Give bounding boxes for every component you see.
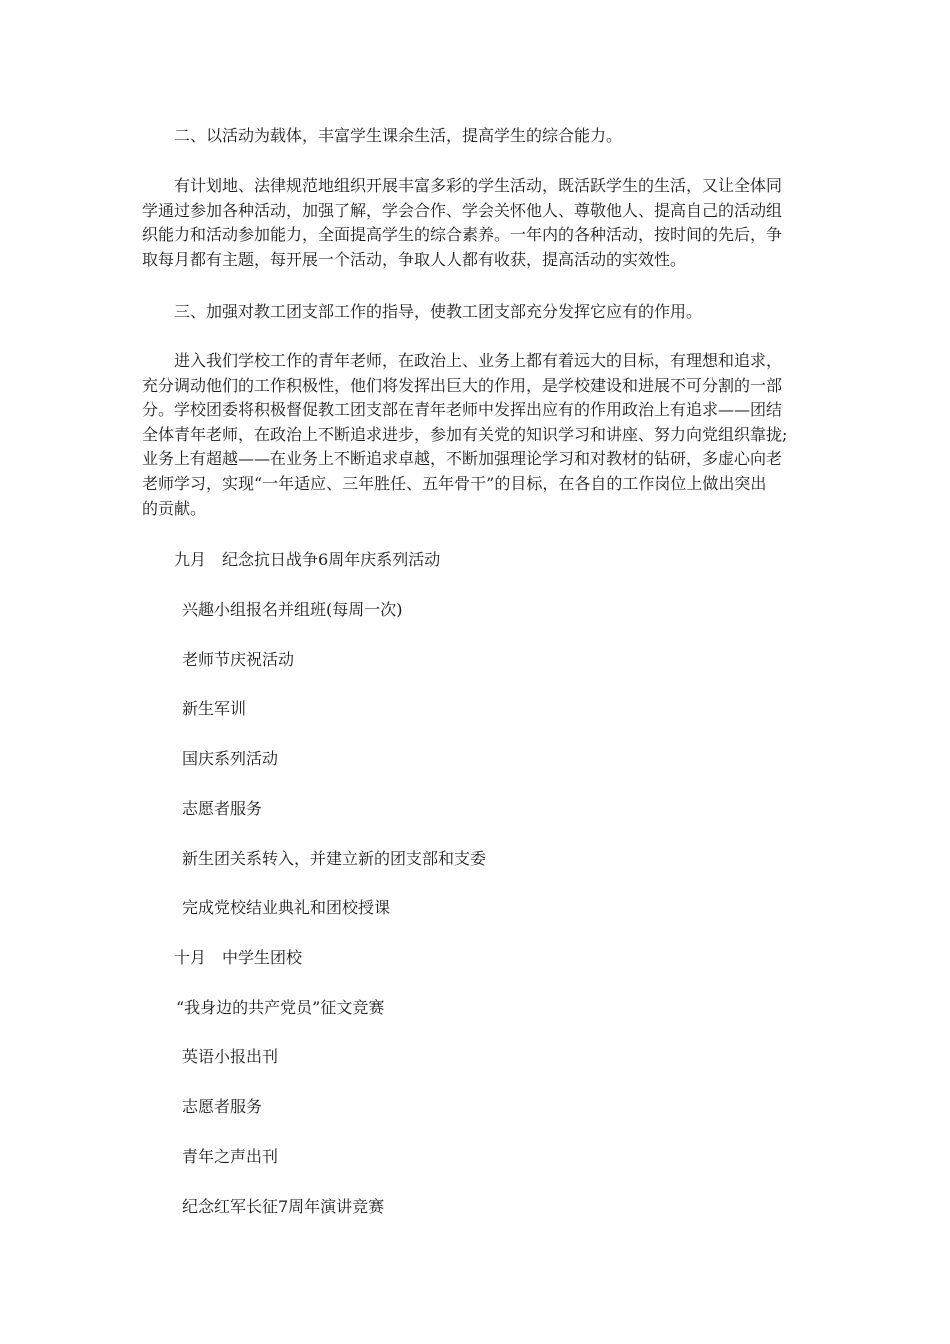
paragraph-line: 取每月都有主题，每开展一个活动，争取人人都有收获，提高活动的实效性。 [142, 249, 687, 269]
activity-item: 新生团关系转入，并建立新的团支部和支委 [182, 849, 487, 868]
paragraph-line: 的贡献。 [142, 498, 207, 518]
paragraph-line: 学通过参加各种活动，加强了解，学会合作、学会关怀他人、尊敬他人、提高自己的活动组 [142, 200, 783, 220]
activity-item: 纪念红军长征7周年演讲竞赛 [182, 1197, 385, 1216]
month-heading [174, 946, 302, 970]
activity-item: 新生军训 [182, 699, 247, 718]
activity-item: 志愿者服务 [182, 799, 263, 818]
paragraph-line: 老师学习，实现“一年适应、三年胜任、五年骨干”的目标，在各自的工作岗位上做出突出 [142, 473, 767, 493]
section-heading: 三、加强对教工团支部工作的指导，使教工团支部充分发挥它应有的作用。 [174, 302, 703, 321]
activity-item: 青年之声出刊 [182, 1147, 279, 1166]
paragraph-line: 业务上有超越——在业务上不断追求卓越，不断加强理论学习和对教材的钻研，多虚心向老 [142, 449, 783, 469]
paragraph-line: 织能力和活动参加能力，全面提高学生的综合素养。一年内的各种活动，按时间的先后，争 [142, 225, 783, 245]
paragraph-line: 分。学校团委将积极督促教工团支部在青年老师中发挥出应有的作用政治上有追求——团结 [142, 400, 783, 420]
month-label: 九月 [174, 550, 207, 569]
month-label: 十月 [174, 948, 207, 967]
paragraph-line: 全体青年老师，在政治上不断追求进步，参加有关党的知识学习和讲座、努力向党组织靠拢; [142, 424, 788, 444]
paragraph [142, 349, 787, 521]
paragraph [142, 174, 782, 272]
activity-item: 国庆系列活动 [182, 749, 279, 768]
activity-item: 老师节庆祝活动 [182, 650, 295, 669]
section-heading: 二、以活动为载体，丰富学生课余生活，提高学生的综合能力。 [174, 126, 623, 145]
activity-item: 兴趣小组报名并组班(每周一次) [182, 600, 403, 619]
paragraph-line: 进入我们学校工作的青年老师，在政治上、业务上都有着远大的目标，有理想和追求， [174, 351, 783, 370]
paragraph-line: 充分调动他们的工作积极性，他们将发挥出巨大的作用，是学校建设和进展不可分割的一部 [142, 375, 783, 395]
month-heading [174, 548, 440, 572]
paragraph-line: 有计划地、法律规范地组织开展丰富多彩的学生活动，既活跃学生的生活，又让全体同 [174, 176, 783, 195]
activity-item: “我身边的共产党员”征文竞赛 [176, 998, 385, 1017]
month-title: 纪念抗日战争6周年庆系列活动 [222, 550, 441, 569]
activity-item: 完成党校结业典礼和团校授课 [182, 898, 391, 917]
activity-item: 英语小报出刊 [182, 1047, 279, 1066]
month-title: 中学生团校 [222, 948, 303, 967]
activity-item: 志愿者服务 [182, 1097, 263, 1116]
